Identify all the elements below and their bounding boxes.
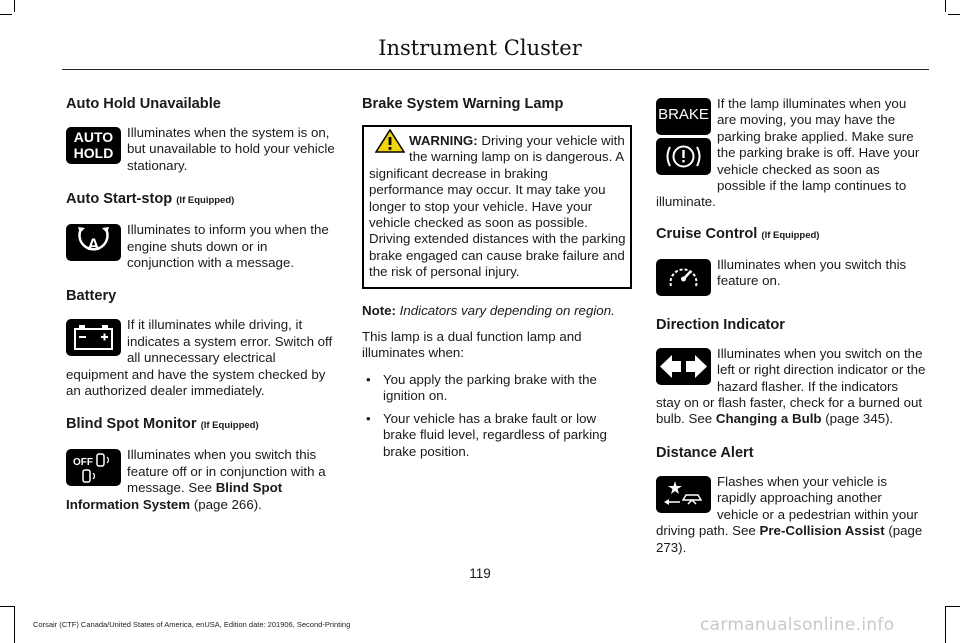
cruise-description: Illuminates when you switch this feature on. xyxy=(717,256,907,289)
blind-spot-link[interactable]: Blind Spot Information System xyxy=(66,480,283,512)
section-heading: Brake System Warning Lamp xyxy=(362,96,564,112)
blind-spot-icon xyxy=(66,449,121,486)
equipped-note: (If Equipped) xyxy=(200,420,259,432)
auto-hold-icon xyxy=(66,127,121,164)
cruise-block xyxy=(656,257,926,300)
footer-edition-text: Corsair (CTF) Canada/United States of America, enUSA, Edition date: 201906, Second-Printing xyxy=(33,620,351,629)
auto-start-block xyxy=(66,222,336,271)
crop-mark xyxy=(946,606,960,607)
crop-mark xyxy=(14,0,15,12)
column-left xyxy=(66,95,336,529)
brake-icon-label: BRAKE xyxy=(658,106,709,123)
auto-hold-block xyxy=(66,125,336,174)
section-heading xyxy=(66,415,336,435)
page-header-title: Instrument Cluster xyxy=(378,36,582,60)
crop-mark xyxy=(948,14,960,15)
warning-text: Driving your vehicle with the warning lamp on is dangerous. A significant decrease in braking performance may occur. It may take you longer to stop your vehicle. Have your vehicle checked as soon as possible. Driving extended distances with the parking brake engaged can cause brake failure and the risk of personal injury. xyxy=(369,133,626,280)
brake-text-icon xyxy=(656,98,711,135)
auto-start-description: Illuminates to inform you when the engine shuts down or in conjunction with a message. xyxy=(127,222,329,271)
note xyxy=(362,303,632,319)
intro-text: This lamp is a dual function lamp and illuminates when: xyxy=(362,329,582,361)
auto-hold-description: Illuminates when the system is on, but unavailable to hold your vehicle stationary. xyxy=(127,125,335,173)
distance-page-ref: (page 273). xyxy=(656,523,923,555)
pre-collision-link[interactable]: Pre-Collision Assist xyxy=(759,523,885,539)
section-heading xyxy=(656,225,926,245)
brake-icon-stack xyxy=(656,98,711,175)
crop-mark xyxy=(0,14,12,15)
crop-mark xyxy=(945,606,946,643)
auto-start-icon-letter: A xyxy=(87,235,100,255)
direction-page-ref: (page 345). xyxy=(821,411,894,427)
list-item: • Your vehicle has a brake fault or low brake fluid level, regardless of parking brake position. xyxy=(362,411,632,460)
distance-block xyxy=(656,474,926,556)
auto-start-heading: Auto Start-stop xyxy=(66,191,173,208)
brake-description: If the lamp illuminates when you are moving, you may have the parking brake applied. Make sure the parking brake is off. Have your vehicle checked as soon as possible if the lamp continues to illuminate. xyxy=(656,96,920,210)
section-heading: Auto Hold Unavailable xyxy=(66,96,221,112)
blind-spot-icon-label: OFF xyxy=(73,457,93,469)
section-heading: Distance Alert xyxy=(656,444,754,461)
auto-start-icon xyxy=(66,224,121,261)
watermark: carmanualsonline.info xyxy=(700,615,895,635)
warning-box xyxy=(362,125,632,289)
direction-text: Illuminates when you switch on the left or right direction indicator or the hazard flasher. If the indicators stay on or flash faster, check for a burned out bulb. See xyxy=(656,345,926,427)
crop-mark xyxy=(0,606,14,607)
list-item: • You apply the parking brake with the ignition on. xyxy=(362,372,632,405)
condition-list xyxy=(362,372,632,460)
blind-spot-page-ref: (page 266). xyxy=(190,496,262,512)
direction-block xyxy=(656,346,926,428)
section-heading: Battery xyxy=(66,288,117,305)
changing-bulb-link[interactable]: Changing a Bulb xyxy=(715,411,822,427)
auto-hold-icon-line2: HOLD xyxy=(73,145,114,161)
section-heading xyxy=(66,190,336,210)
brake-block xyxy=(656,95,926,211)
crop-mark xyxy=(945,0,946,12)
blind-spot-text: Illuminates when you switch this feature off or in conjunction with a message. See xyxy=(127,447,326,496)
battery-description: If it illuminates while driving, it indicates a system error. Switch off all unnecessary electrical equipment and have the system checked by an authorized dealer immediately. xyxy=(66,317,333,399)
brake-symbol-icon xyxy=(656,138,711,175)
column-right xyxy=(656,95,926,572)
header-divider xyxy=(62,69,929,70)
blind-spot-heading: Blind Spot Monitor xyxy=(66,416,197,433)
crop-mark xyxy=(14,606,15,643)
equipped-note: (If Equipped) xyxy=(176,195,235,207)
direction-arrows-icon xyxy=(656,348,711,385)
battery-block xyxy=(66,317,336,399)
cruise-heading: Cruise Control xyxy=(656,225,758,242)
equipped-note: (If Equipped) xyxy=(761,229,820,241)
distance-text: Flashes when your vehicle is rapidly approaching another vehicle or a pedestrian within your driving path. See xyxy=(656,473,919,539)
auto-hold-icon-line1: AUTO xyxy=(73,129,114,145)
blind-spot-block xyxy=(66,447,336,513)
cruise-control-icon xyxy=(656,259,711,296)
section-heading: Direction Indicator xyxy=(656,316,785,333)
note-text: Indicators vary depending on region. xyxy=(395,302,615,318)
column-middle xyxy=(362,95,632,466)
note-label: Note: xyxy=(362,302,396,318)
warning-title: WARNING: xyxy=(409,133,478,148)
battery-icon xyxy=(66,319,121,356)
warning-triangle-icon xyxy=(375,129,405,153)
page-number: 119 xyxy=(469,566,491,581)
distance-alert-icon xyxy=(656,476,711,513)
